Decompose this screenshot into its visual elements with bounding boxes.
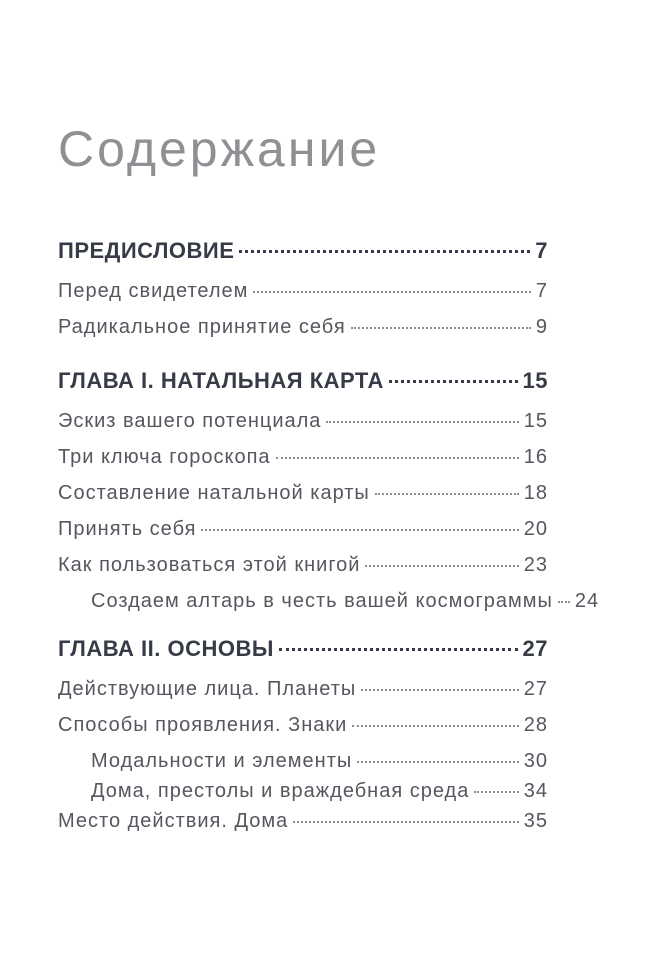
page-title: Содержание — [58, 121, 381, 177]
toc-page-number: 35 — [523, 810, 548, 832]
toc-page-number: 30 — [523, 750, 548, 772]
dotted-leader — [201, 529, 518, 531]
toc-entry-label: ПРЕДИСЛОВИЕ — [58, 238, 235, 263]
toc-page-number: 27 — [522, 636, 548, 661]
toc-row — [58, 446, 548, 482]
toc-entry-label: Способы проявления. Знаки — [58, 714, 348, 736]
dotted-leader — [352, 725, 518, 727]
dotted-leader — [293, 821, 518, 823]
dotted-leader — [365, 565, 518, 567]
toc-row — [58, 636, 548, 678]
toc-row — [58, 518, 548, 554]
toc-row — [58, 238, 548, 280]
dotted-leader — [279, 648, 518, 651]
toc-row — [58, 590, 600, 620]
toc-page-number: 20 — [523, 518, 548, 540]
toc-row — [58, 410, 548, 446]
toc-entry-label: Перед свидетелем — [58, 280, 249, 302]
toc-row — [58, 368, 548, 410]
toc-entry-label: Радикальное принятие себя — [58, 316, 346, 338]
toc-page-number: 9 — [535, 316, 548, 338]
toc-entry-label: Место действия. Дома — [58, 810, 289, 832]
toc-entry-label: Дома, престолы и враждебная среда — [91, 780, 470, 802]
dotted-leader — [357, 761, 519, 763]
toc-row — [58, 714, 548, 750]
toc-entry-label: Эскиз вашего потенциала — [58, 410, 322, 432]
dotted-leader — [276, 457, 519, 459]
dotted-leader — [375, 493, 519, 495]
toc-page-number: 15 — [522, 368, 548, 393]
toc-row — [58, 280, 548, 316]
toc-page-number: 18 — [523, 482, 548, 504]
toc-entry-label: Составление натальной карты — [58, 482, 370, 504]
dotted-leader — [474, 791, 518, 793]
toc-entry-label: Модальности и элементы — [91, 750, 353, 772]
dotted-leader — [239, 250, 530, 253]
toc-entry-label: ГЛАВА I. НАТАЛЬНАЯ КАРТА — [58, 368, 384, 393]
toc-row — [58, 316, 548, 352]
toc-page-number: 27 — [523, 678, 548, 700]
toc-entry-label: Три ключа гороскопа — [58, 446, 271, 468]
toc-page-number: 23 — [523, 554, 548, 576]
toc-page-number: 7 — [535, 238, 548, 263]
toc-page-number: 28 — [523, 714, 548, 736]
toc-entry-label: ГЛАВА II. ОСНОВЫ — [58, 636, 274, 661]
toc-row — [58, 810, 548, 846]
toc-page-number: 34 — [523, 780, 548, 802]
dotted-leader — [389, 380, 518, 383]
dotted-leader — [558, 601, 570, 603]
dotted-leader — [253, 291, 530, 293]
toc-entry-label: Принять себя — [58, 518, 197, 540]
dotted-leader — [361, 689, 519, 691]
toc-row — [58, 750, 548, 780]
toc-entry-label: Создаем алтарь в честь вашей космограммы — [91, 590, 553, 612]
dotted-leader — [326, 421, 518, 423]
toc-row — [58, 678, 548, 714]
table-of-contents — [58, 238, 600, 846]
toc-entry-label: Как пользоваться этой книгой — [58, 554, 361, 576]
toc-page-number: 15 — [523, 410, 548, 432]
toc-page — [0, 121, 647, 970]
toc-row — [58, 554, 548, 590]
toc-entry-label: Действующие лица. Планеты — [58, 678, 357, 700]
dotted-leader — [351, 327, 531, 329]
toc-row — [58, 780, 548, 810]
toc-page-number: 16 — [523, 446, 548, 468]
toc-page-number: 7 — [535, 280, 548, 302]
toc-page-number: 24 — [574, 590, 600, 612]
toc-row — [58, 482, 548, 518]
